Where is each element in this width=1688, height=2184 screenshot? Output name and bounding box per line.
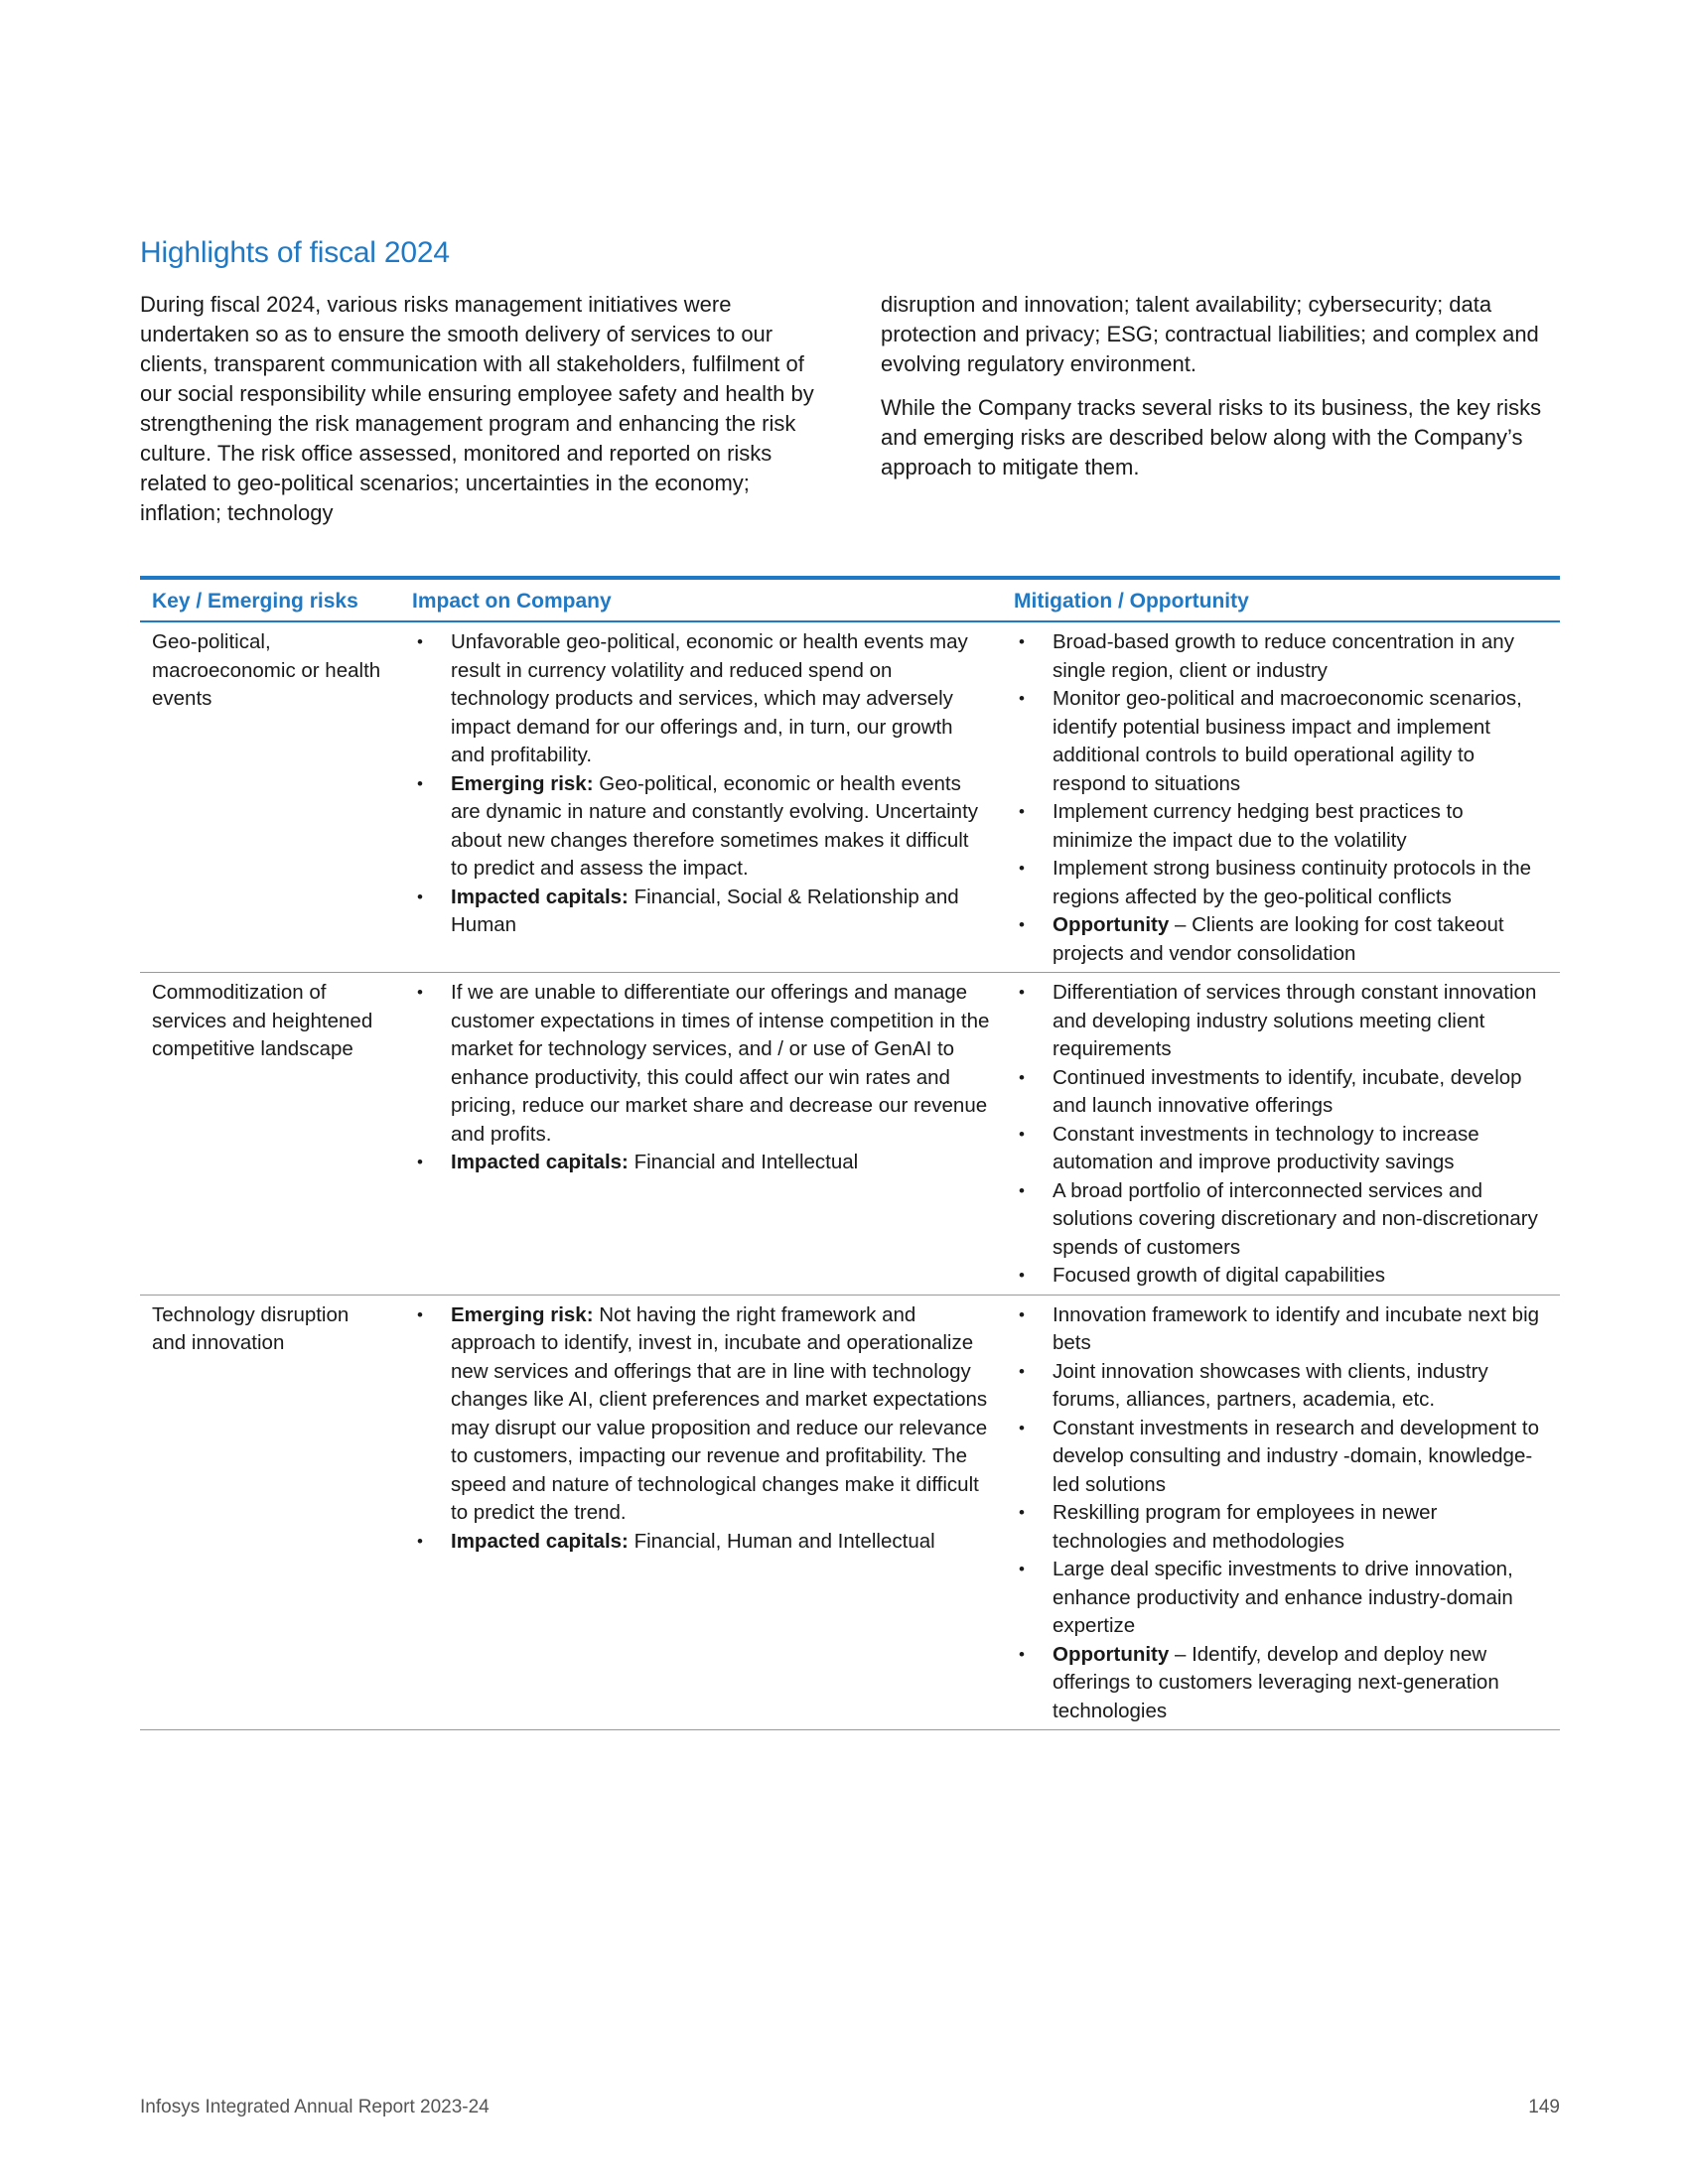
bullet-text: Implement currency hedging best practices to minimize the impact due to the volatility xyxy=(1053,800,1464,852)
bullet-text: Joint innovation showcases with clients, industry forums, alliances, partners, academia, etc. xyxy=(1053,1359,1488,1411)
list-item xyxy=(1014,1358,1548,1415)
header-key-risks: Key / Emerging risks xyxy=(140,578,400,621)
bullet-text: Geo-political, economic or health events are dynamic in nature and constantly evolving. Uncertainty about new changes therefore sometimes makes it difficult to predict and assess the impact. xyxy=(451,771,979,880)
bullet-text: Continued investments to identify, incubate, develop and launch innovative offerings xyxy=(1053,1065,1522,1117)
list-item xyxy=(412,1149,990,1177)
list-item xyxy=(1014,1556,1548,1641)
list-item xyxy=(412,628,990,770)
bullet-lead-label: Impacted capitals: xyxy=(451,1151,629,1173)
risk-name-cell: Technology disruption and innovation xyxy=(140,1295,400,1730)
list-item xyxy=(1014,1499,1548,1556)
list-item xyxy=(1014,685,1548,798)
table-row xyxy=(140,1295,1560,1730)
list-item xyxy=(1014,1121,1548,1177)
impact-list xyxy=(412,979,990,1177)
mitigation-list xyxy=(1014,1301,1548,1726)
bullet-lead-label: Impacted capitals: xyxy=(451,1529,629,1553)
page-number: 149 xyxy=(1528,2097,1560,2117)
bullet-lead-label: Emerging risk: xyxy=(451,1302,594,1326)
list-item xyxy=(1014,979,1548,1064)
bullet-text: Large deal specific investments to drive innovation, enhance productivity and enhance industry-domain expertize xyxy=(1053,1558,1513,1637)
list-item xyxy=(1014,1262,1548,1291)
bullet-text: Reskilling program for employees in newer technologies and methodologies xyxy=(1053,1501,1438,1553)
bullet-text: Differentiation of services through constant innovation and developing industry solutions meeting client requirements xyxy=(1053,981,1537,1060)
bullet-text: Financial, Social & Relationship and Human xyxy=(451,885,959,936)
header-impact: Impact on Company xyxy=(400,578,1002,621)
impact-cell xyxy=(400,1295,1002,1730)
bullet-text: Focused growth of digital capabilities xyxy=(1053,1264,1386,1287)
intro-right-column xyxy=(881,290,1560,542)
bullet-lead-label: Emerging risk: xyxy=(451,771,594,795)
mitigation-list xyxy=(1014,628,1548,968)
bullet-lead-label: Opportunity xyxy=(1053,913,1170,936)
mitigation-cell xyxy=(1002,973,1560,1296)
list-item xyxy=(1014,911,1548,968)
list-item xyxy=(1014,1064,1548,1121)
mitigation-list xyxy=(1014,979,1548,1291)
bullet-text: Implement strong business continuity protocols in the regions affected by the geo-political conflicts xyxy=(1053,857,1532,908)
bullet-text: – Identify, develop and deploy new offerings to customers leveraging next-generation technologies xyxy=(1053,1642,1499,1722)
intro-left-column xyxy=(140,290,819,542)
list-item xyxy=(1014,1415,1548,1500)
impact-list xyxy=(412,1301,990,1557)
intro-paragraph-2: disruption and innovation; talent availability; cybersecurity; data protection and privacy; ESG; contractual liabilities; and complex and evolving regulatory environment. xyxy=(881,292,1539,376)
list-item xyxy=(412,1528,990,1557)
list-item xyxy=(1014,855,1548,911)
risk-name-cell: Commoditization of services and heightened competitive landscape xyxy=(140,973,400,1296)
intro-paragraph-1: During fiscal 2024, various risks management initiatives were undertaken so as to ensure the smooth delivery of services to our clients, transparent communication with all stakeholders, fulfilment of our social responsibility while ensuring employee safety and health by strengthening the risk management program and enhancing the risk culture. The risk office assessed, monitored and reported on risks related to geo-political scenarios; uncertainties in the economy; inflation; technology xyxy=(140,292,814,525)
bullet-text: Innovation framework to identify and incubate next big bets xyxy=(1053,1302,1540,1354)
section-heading: Highlights of fiscal 2024 xyxy=(140,236,450,269)
header-mitigation: Mitigation / Opportunity xyxy=(1002,578,1560,621)
bullet-text: Monitor geo-political and macroeconomic scenarios, identify potential business impact and implement additional controls to build operational agility to respond to situations xyxy=(1053,687,1522,795)
bullet-lead-label: Opportunity xyxy=(1053,1642,1170,1666)
bullet-text: – Clients are looking for cost takeout projects and vendor consolidation xyxy=(1053,913,1504,965)
list-item xyxy=(412,884,990,940)
bullet-text: Constant investments in technology to increase automation and improve productivity savings xyxy=(1053,1122,1479,1173)
mitigation-cell xyxy=(1002,1295,1560,1730)
bullet-text: Unfavorable geo-political, economic or health events may result in currency volatility and reduced spend on technology products and services, which may adversely impact demand for our offerings and, in turn, our growth and profitability. xyxy=(451,630,968,766)
impact-cell xyxy=(400,621,1002,973)
bullet-lead-label: Impacted capitals: xyxy=(451,885,629,908)
bullet-text: If we are unable to differentiate our offerings and manage customer expectations in times of intense competition in the market for technology services, and / or use of GenAI to enhance productivity, this could affect our win rates and pricing, reduce our market share and decrease our revenue and profits. xyxy=(451,981,990,1146)
intro-text xyxy=(140,290,1560,542)
bullet-text: A broad portfolio of interconnected services and solutions covering discretionary and non-discretionary spends of customers xyxy=(1053,1178,1538,1259)
bullet-text: Broad-based growth to reduce concentration in any single region, client or industry xyxy=(1053,630,1514,682)
bullet-text: Not having the right framework and approach to identify, invest in, incubate and operationalize new services and offerings that are in line with technology changes like AI, client preferences and market expectations may disrupt our value proposition and reduce our relevance to customers, impacting our revenue and profitability. The speed and nature of technological changes make it difficult to predict the trend. xyxy=(451,1302,988,1524)
mitigation-cell xyxy=(1002,621,1560,973)
table-header-row xyxy=(140,578,1560,621)
table-row xyxy=(140,621,1560,973)
list-item xyxy=(1014,798,1548,855)
list-item xyxy=(1014,1177,1548,1263)
impact-list xyxy=(412,628,990,940)
bullet-text: Financial, Human and Intellectual xyxy=(628,1529,935,1553)
list-item xyxy=(1014,1301,1548,1358)
impact-cell xyxy=(400,973,1002,1296)
list-item xyxy=(412,770,990,884)
intro-paragraph-3: While the Company tracks several risks to its business, the key risks and emerging risks are described below along with the Company’s approach to mitigate them. xyxy=(881,395,1542,479)
footer-report-title: Infosys Integrated Annual Report 2023-24 xyxy=(140,2097,490,2117)
list-item xyxy=(1014,628,1548,685)
bullet-text: Constant investments in research and development to develop consulting and industry -domain, knowledge-led solutions xyxy=(1053,1416,1539,1496)
list-item xyxy=(412,979,990,1149)
risk-table xyxy=(140,576,1560,1730)
list-item xyxy=(412,1301,990,1528)
list-item xyxy=(1014,1641,1548,1726)
table-row xyxy=(140,973,1560,1296)
risk-name-cell: Geo-political, macroeconomic or health events xyxy=(152,630,381,710)
bullet-text: Financial and Intellectual xyxy=(628,1151,859,1173)
